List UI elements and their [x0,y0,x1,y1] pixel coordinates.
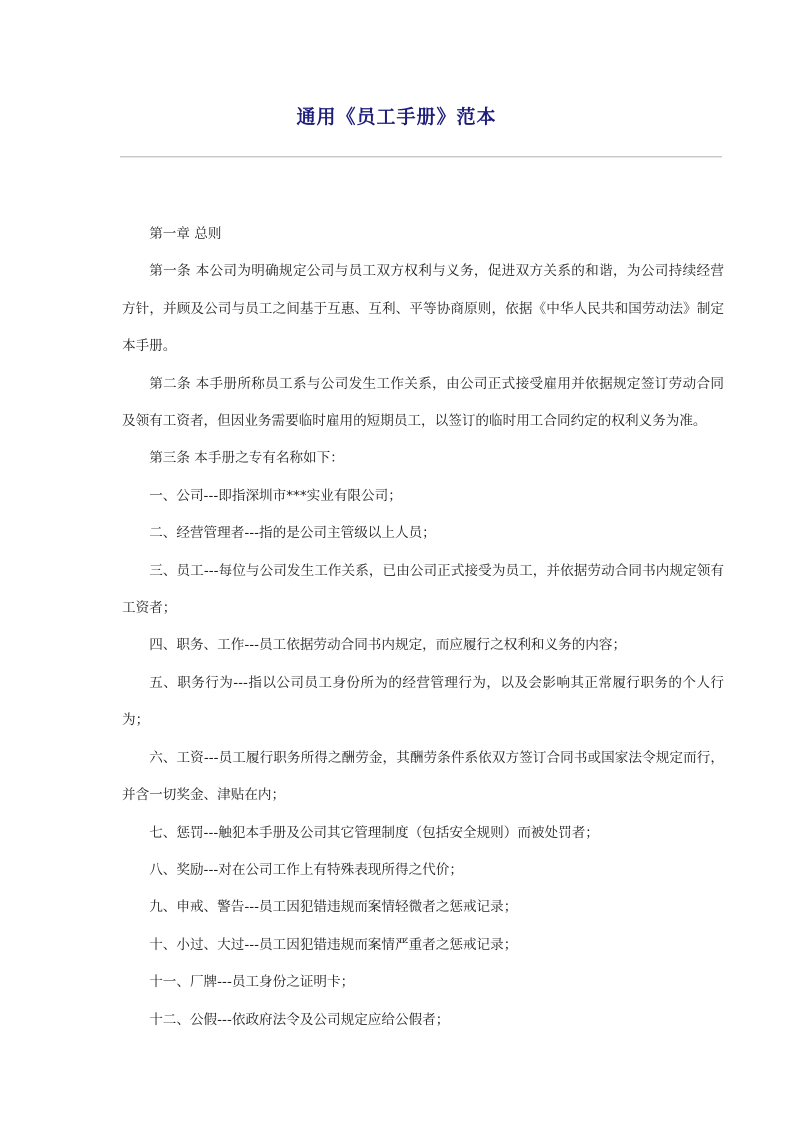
definition-item: 六、工资---员工履行职务所得之酬劳金，其酬劳条件系依双方签订合同书或国家法令规定而行，并含一切奖金、津贴在内； [122,749,724,804]
definition-item: 三、员工---每位与公司发生工作关系，已由公司正式接受为员工，并依据劳动合同书内规定领有工资者； [122,562,724,617]
definition-item: 九、申戒、警告---员工因犯错违规而案情轻微者之惩戒记录； [149,899,518,916]
article-paragraph: 第二条 本手册所称员工系与公司发生工作关系，由公司正式接受雇用并依据规定签订劳动合同及领有工资者，但因业务需要临时雇用的短期员工，以签订的临时用工合同约定的权利义务为准。 [122,375,724,430]
definition-item: 十、小过、大过---员工因犯错违规而案情严重者之惩戒记录； [149,936,518,953]
definition-item: 一、公司---即指深圳市***实业有限公司； [149,487,402,504]
definition-item: 二、经营管理者---指的是公司主管级以上人员； [149,525,436,542]
definition-item: 四、职务、工作---员工依据劳动合同书内规定，而应履行之权利和义务的内容； [149,637,627,654]
definition-item: 十一、厂牌---员工身份之证明卡； [149,974,355,991]
chapter-heading: 第一章 总则 [149,226,222,242]
title-divider [120,156,722,158]
document-body [122,216,724,1039]
definition-item: 十二、公假---依政府法令及公司规定应给公假者； [149,1011,450,1028]
article-paragraph: 第三条 本手册之专有名称如下： [149,450,344,467]
document-title: 通用《员工手册》范本 [296,106,497,128]
definition-item: 八、奖励---对在公司工作上有特殊表现所得之代价； [149,861,463,878]
definition-item: 五、职务行为---指以公司员工身份所为的经营管理行为，以及会影响其正常履行职务的个人行为； [122,674,724,729]
article-paragraph: 第一条 本公司为明确规定公司与员工双方权利与义务，促进双方关系的和谐，为公司持续经营方针，并顾及公司与员工之间基于互惠、互利、平等协商原则，依据《中华人民共和国劳动法》制定本手册。 [122,263,724,355]
definition-item: 七、惩罚---触犯本手册及公司其它管理制度（包括安全规则）而被处罚者； [149,824,599,841]
